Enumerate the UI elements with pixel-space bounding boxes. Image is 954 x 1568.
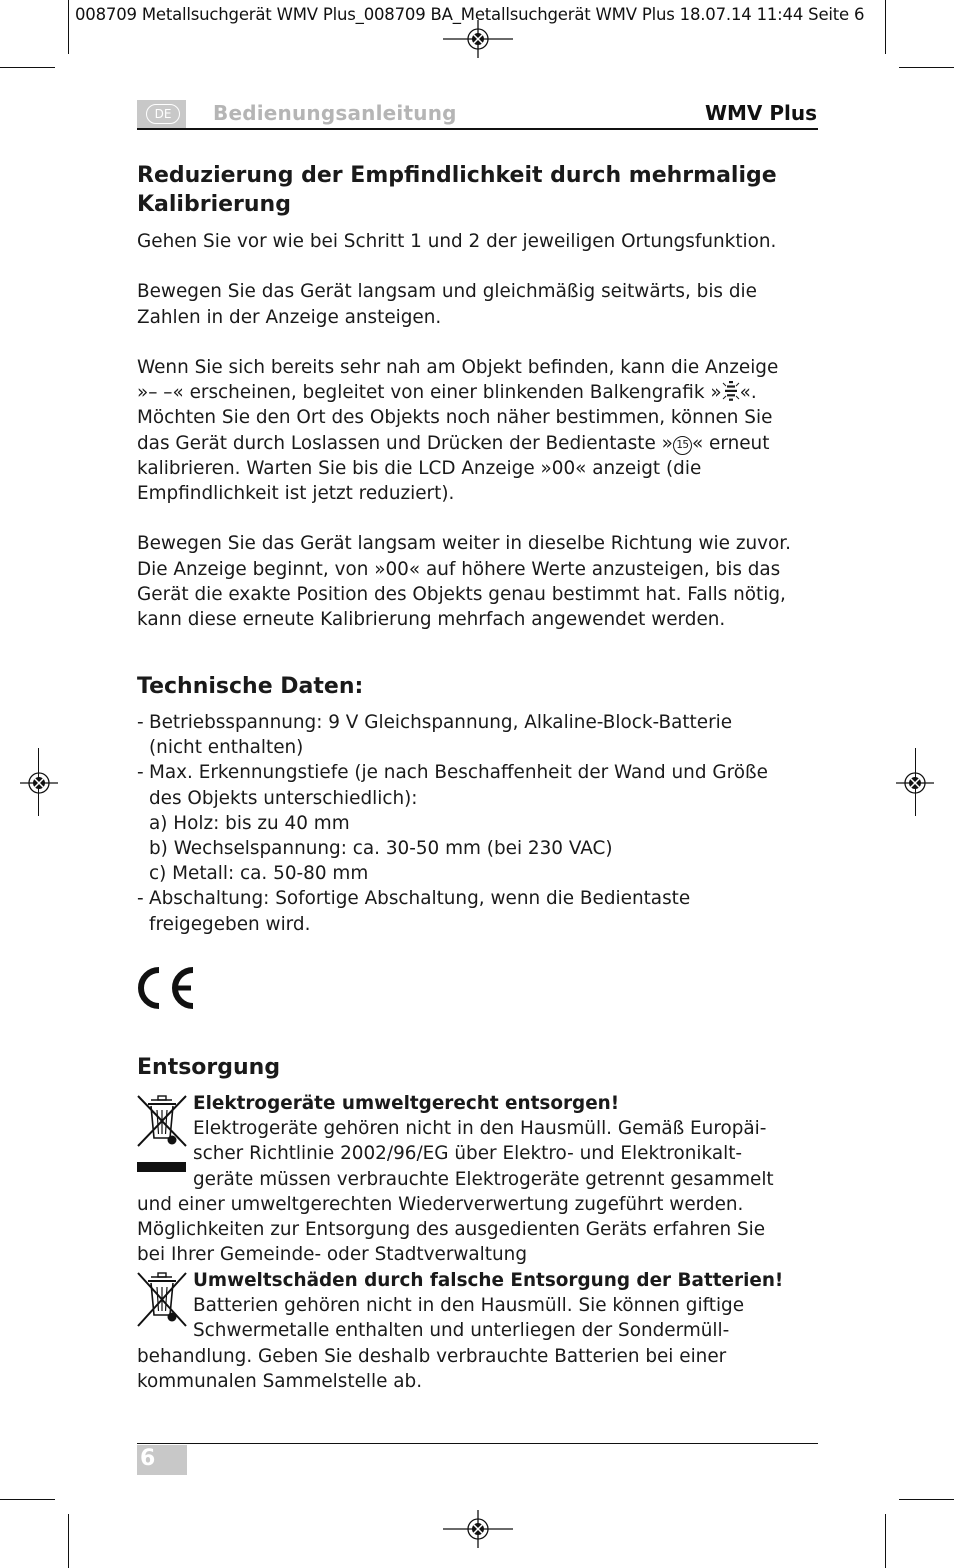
paragraph-line: bei Ihrer Gemeinde- oder Stadtverwaltung bbox=[137, 1244, 527, 1266]
section-disposal bbox=[137, 1053, 280, 1082]
section-tech-data bbox=[137, 672, 363, 701]
paragraph-line: Bewegen Sie das Gerät langsam und gleichmäßig seitwärts, bis die bbox=[137, 281, 757, 303]
header-title: Bedienungsanleitung bbox=[213, 101, 457, 125]
language-label: DE bbox=[146, 104, 180, 124]
print-slug: 008709 Metallsuchgerät WMV Plus_008709 BA_Metallsuchgerät WMV Plus 18.07.14 11:44 Seite 6 bbox=[75, 5, 865, 24]
paragraph-line: geräte müssen verbrauchte Elektrogeräte getrennt gesammelt bbox=[193, 1168, 774, 1190]
paragraph-line: Die Anzeige beginnt, von »00« auf höhere Werte anzusteigen, bis das bbox=[137, 558, 781, 580]
paragraph-line: Bewegen Sie das Gerät langsam weiter in dieselbe Richtung wie zuvor. bbox=[137, 533, 791, 555]
paragraph-line: Gerät die exakte Position des Objekts genau bestimmt hat. Falls nötig, bbox=[137, 583, 786, 605]
header-rule bbox=[137, 128, 818, 130]
paragraph-line: und einer umweltgerechten Wiederverwertung zugeführt werden. bbox=[137, 1193, 744, 1215]
paragraph-line: kommunalen Sammelstelle ab. bbox=[137, 1370, 423, 1392]
paragraph-line: Möchten Sie den Ort des Objekts noch näher bestimmen, können Sie bbox=[137, 407, 773, 429]
paragraph-line: Schwermetalle enthalten und unterliegen der Sondermüll- bbox=[193, 1320, 730, 1342]
list-subitem: a) Holz: bis zu 40 mm bbox=[149, 812, 350, 834]
disposal-battery-title: Umweltschäden durch falsche Entsorgung der Batterien! bbox=[193, 1270, 784, 1291]
disposal-electro-title: Elektrogeräte umweltgerecht entsorgen! bbox=[193, 1093, 620, 1114]
paragraph-line: das Gerät durch Loslassen und Drücken der Bedientaste » 15 « erneut bbox=[137, 432, 770, 454]
disposal-battery bbox=[137, 1268, 783, 1394]
tech-data-list bbox=[137, 710, 768, 937]
paragraph-line: scher Richtlinie 2002/96/EG über Elektro- und Elektronikalt- bbox=[193, 1143, 743, 1165]
registration-mark-top bbox=[443, 20, 513, 58]
list-subitem: b) Wechselspannung: ca. 30-50 mm (bei 230 VAC) bbox=[149, 838, 613, 860]
paragraph-line: »– –« erscheinen, begleitet von einer blinkenden Balkengrafik » «. bbox=[137, 382, 757, 404]
paragraph-line: Zahlen in der Anzeige ansteigen. bbox=[137, 306, 442, 328]
list-item: - Max. Erkennungstiefe (je nach Beschaffenheit der Wand und Größe bbox=[137, 760, 768, 785]
list-item-cont: des Objekts unterschiedlich): bbox=[149, 787, 418, 809]
key-15-icon: 15 bbox=[673, 436, 692, 455]
section-calibration-title: Reduzierung der Empfindlichkeit durch mehrmalige Kalibrierung bbox=[137, 163, 777, 217]
registration-mark-right bbox=[896, 765, 934, 801]
registration-mark-bottom bbox=[443, 1510, 513, 1548]
paragraph-line: Batterien gehören nicht in den Hausmüll. Sie können giftige bbox=[193, 1295, 745, 1317]
bar-graphic-icon bbox=[722, 381, 740, 401]
footer-rule bbox=[137, 1443, 818, 1444]
paragraph: Gehen Sie vor wie bei Schritt 1 und 2 der jeweiligen Ortungsfunktion. bbox=[137, 231, 777, 252]
section-calibration-body bbox=[137, 229, 791, 632]
disposal-electro bbox=[137, 1091, 774, 1267]
registration-mark-left bbox=[20, 765, 58, 801]
paragraph-line: kann diese erneute Kalibrierung mehrfach angewendet werden. bbox=[137, 609, 726, 630]
paragraph-line: Wenn Sie sich bereits sehr nah am Objekt befinden, kann die Anzeige bbox=[137, 356, 779, 378]
paragraph-line: Empfindlichkeit ist jetzt reduziert). bbox=[137, 483, 455, 504]
paragraph-line: behandlung. Geben Sie deshalb verbrauchte Batterien bei einer bbox=[137, 1345, 727, 1367]
list-item-cont: freigegeben wird. bbox=[149, 913, 311, 935]
page-number: 6 bbox=[140, 1446, 156, 1471]
section-tech-data-title: Technische Daten: bbox=[137, 674, 364, 699]
list-subitem: c) Metall: ca. 50-80 mm bbox=[149, 863, 369, 885]
paragraph-line: kalibrieren. Warten Sie bis die LCD Anzeige »00« anzeigt (die bbox=[137, 457, 702, 479]
list-item-cont: (nicht enthalten) bbox=[149, 737, 304, 759]
list-item: - Betriebsspannung: 9 V Gleichspannung, Alkaline-Block-Batterie bbox=[137, 710, 768, 735]
section-calibration bbox=[137, 161, 827, 219]
paragraph-line: Elektrogeräte gehören nicht in den Hausmüll. Gemäß Europäi- bbox=[193, 1118, 767, 1140]
section-disposal-title: Entsorgung bbox=[137, 1055, 281, 1080]
paragraph-line: Möglichkeiten zur Entsorgung des ausgedienten Geräts erfahren Sie bbox=[137, 1219, 766, 1241]
header-model: WMV Plus bbox=[704, 101, 817, 125]
ce-mark-icon bbox=[135, 966, 197, 1010]
list-item: - Abschaltung: Sofortige Abschaltung, wenn die Bedientaste bbox=[137, 886, 768, 911]
